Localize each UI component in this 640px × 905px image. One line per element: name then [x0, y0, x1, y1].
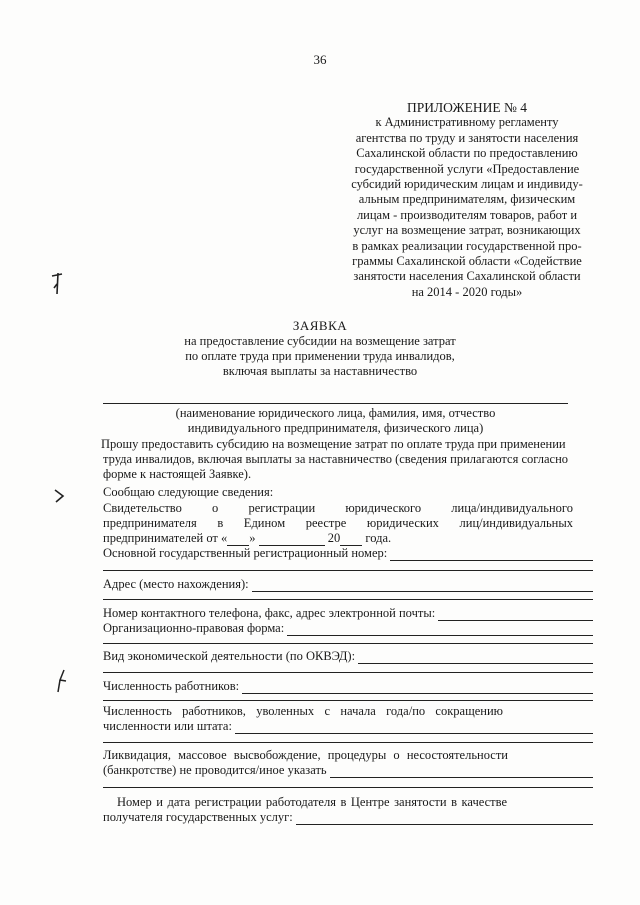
legal-form-field-extra-line[interactable] [103, 643, 593, 644]
certificate-year-field[interactable] [340, 533, 362, 546]
applicant-name-line[interactable] [103, 403, 568, 404]
registration-label-line-1: Номер и дата регистрации работодателя в Центре занятости в качестве [117, 795, 507, 809]
request-line: Прошу предоставить субсидию на возмещение затрат по оплате труда при применении [101, 437, 566, 451]
legal-form-row [103, 621, 593, 636]
certificate-line-1: Свидетельство о регистрации юридического лица/индивидуального [103, 501, 573, 515]
address-field-extra-line[interactable] [103, 599, 593, 600]
address-field[interactable] [252, 579, 593, 592]
liquidation-label-line-1: Ликвидация, массовое высвобождение, процедуры о несостоятельности [103, 748, 508, 762]
liquidation-field[interactable] [330, 765, 593, 778]
address-label: Адрес (место нахождения): [103, 577, 249, 591]
address-row [103, 577, 593, 592]
appendix-line: Сахалинской области по предоставлению [356, 146, 578, 161]
dismissed-label-line-2: численности или штата: [103, 719, 232, 733]
liquidation-field-extra-line[interactable] [103, 787, 593, 788]
subtitle-line: включая выплаты за наставничество [222, 364, 418, 378]
contacts-row [103, 606, 593, 621]
margin-pen-mark [52, 487, 68, 507]
subtitle-line: по оплате труда при применении труда инвалидов, [185, 349, 455, 363]
employees-field[interactable] [242, 681, 593, 694]
registration-row [103, 810, 593, 825]
document-heading: ЗАЯВКА [292, 318, 348, 333]
subtitle-line: на предоставление субсидии на возмещение затрат [184, 334, 456, 348]
appendix-line: к Административному регламенту [375, 115, 559, 130]
caption-line: индивидуального предпринимателя, физического лица) [187, 421, 484, 435]
okved-label: Вид экономической деятельности (по ОКВЭД): [103, 649, 356, 663]
certificate-month-field[interactable] [259, 533, 325, 546]
certificate-line-2: предпринимателя в Едином реестре юридических лиц/индивидуальных [103, 516, 573, 530]
dismissed-label-line-1: Численность работников, уволенных с начала года/по сокращению [103, 704, 503, 718]
page-number: 36 [313, 52, 327, 67]
appendix-line: агентства по труду и занятости населения [355, 130, 579, 145]
margin-pen-mark [50, 270, 66, 300]
document-subtitle [0, 334, 640, 379]
dismissed-field-extra-line[interactable] [103, 742, 593, 743]
appendix-line: государственной услуги «Предоставление [354, 161, 580, 176]
registration-field[interactable] [296, 812, 593, 825]
applicant-name-caption [103, 406, 568, 436]
appendix-line: граммы Сахалинской области «Содействие [352, 254, 582, 269]
ogrn-field-extra-line[interactable] [103, 570, 593, 571]
certificate-date-prefix: предпринимателей от « [103, 531, 228, 545]
caption-line: (наименование юридического лица, фамилия, имя, отчество [175, 406, 496, 420]
ogrn-row [103, 546, 593, 561]
appendix-line: в рамках реализации государственной про- [352, 238, 582, 253]
contacts-field[interactable] [438, 608, 593, 621]
info-intro: Сообщаю следующие сведения: [103, 485, 274, 499]
certificate-year-prefix: 20 [327, 531, 341, 545]
certificate-line-3 [103, 531, 391, 546]
okved-field-extra-line[interactable] [103, 672, 593, 673]
employees-field-extra-line[interactable] [103, 700, 593, 701]
appendix-line: на 2014 - 2020 годы» [411, 284, 523, 299]
margin-pen-mark [54, 668, 70, 696]
certificate-day-field[interactable] [227, 533, 249, 546]
appendix-line: лицам - производителям товаров, работ и [356, 207, 578, 222]
appendix-line: альным предпринимателям, физическим [358, 192, 576, 207]
ogrn-label: Основной государственный регистрационный номер: [103, 546, 388, 560]
legal-form-label: Организационно-правовая форма: [103, 621, 285, 635]
dismissed-row [103, 719, 593, 734]
legal-form-field[interactable] [287, 623, 593, 636]
employees-label: Численность работников: [103, 679, 240, 693]
appendix-title: ПРИЛОЖЕНИЕ № 4 [406, 100, 528, 115]
request-line: форме к настоящей Заявке). [103, 467, 252, 481]
employees-row [103, 679, 593, 694]
liquidation-label-line-2: (банкротстве) не проводится/иное указать [103, 763, 327, 777]
request-line: труда инвалидов, включая выплаты за наставничество (сведения прилагаются согласно [103, 452, 569, 466]
contacts-label: Номер контактного телефона, факс, адрес электронной почты: [103, 606, 436, 620]
appendix-line: субсидий юридическим лицам и индивиду- [351, 177, 583, 192]
certificate-date-quote: » [249, 531, 256, 545]
liquidation-row [103, 763, 593, 778]
appendix-line: услуг на возмещение затрат, возникающих [353, 223, 581, 238]
dismissed-field[interactable] [235, 721, 593, 734]
appendix-line: занятости населения Сахалинской области [353, 269, 581, 284]
appendix-header [322, 100, 612, 300]
okved-row [103, 649, 593, 664]
registration-label-line-2: получателя государственных услуг: [103, 810, 293, 824]
ogrn-field[interactable] [390, 548, 593, 561]
certificate-date-suffix: года. [365, 531, 392, 545]
request-paragraph [103, 437, 598, 482]
okved-field[interactable] [358, 651, 593, 664]
